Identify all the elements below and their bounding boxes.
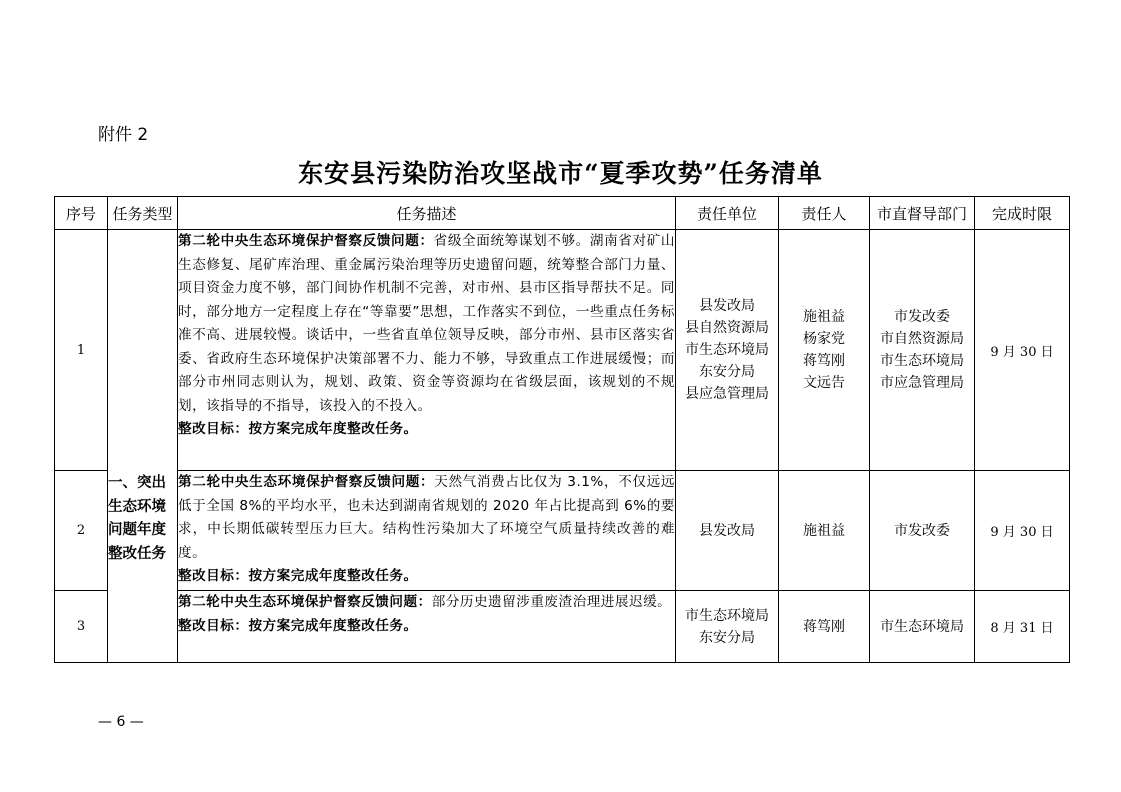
supervisor-item: 市生态环境局	[880, 618, 964, 635]
supervisor-item: 市生态环境局	[880, 353, 964, 369]
attachment-label: 附件 2	[98, 125, 149, 145]
row-description	[178, 471, 676, 591]
unit-item: 市生态环境局	[685, 607, 769, 624]
person-item: 施祖益	[803, 522, 845, 539]
goal-text: 整改目标：按方案完成年度整改任务。	[178, 421, 418, 437]
row-units	[676, 230, 779, 471]
header-deadline: 完成时限	[975, 197, 1070, 230]
issue-text: 部分历史遗留涉重废渣治理进展迟缓。	[431, 594, 672, 610]
row-description	[178, 591, 676, 663]
header-supervise: 市直督导部门	[870, 197, 975, 230]
supervisor-item: 市自然资源局	[880, 331, 964, 347]
supervisor-item: 市应急管理局	[880, 375, 964, 391]
unit-item: 市生态环境局	[685, 342, 769, 358]
unit-item: 县发改局	[699, 298, 755, 314]
row-seq: 1	[55, 230, 108, 471]
header-unit: 责任单位	[676, 197, 779, 230]
issue-label: 第二轮中央生态环境保护督察反馈问题：	[178, 594, 432, 610]
page-number: — 6 —	[98, 714, 144, 730]
unit-item: 东安分局	[699, 364, 755, 380]
issue-label: 第二轮中央生态环境保护督察反馈问题：	[178, 474, 435, 490]
row-units	[676, 471, 779, 591]
person-item: 杨家党	[803, 331, 845, 347]
task-type-text: 一、突出生态环境问题年度整改任务	[108, 474, 166, 562]
row-supervisors	[870, 471, 975, 591]
person-item: 文远告	[803, 375, 845, 391]
row-supervisors	[870, 591, 975, 663]
row-persons	[779, 230, 870, 471]
supervisor-item: 市发改委	[894, 309, 950, 325]
row-seq: 2	[55, 471, 108, 591]
unit-item: 东安分局	[699, 629, 755, 646]
task-table	[54, 196, 1070, 663]
row-supervisors	[870, 230, 975, 471]
header-type: 任务类型	[108, 197, 178, 230]
goal-text: 整改目标：按方案完成年度整改任务。	[178, 617, 418, 634]
task-type	[108, 230, 178, 663]
header-desc: 任务描述	[178, 197, 676, 230]
row-persons	[779, 471, 870, 591]
person-item: 施祖益	[803, 309, 845, 325]
row-deadline: 9 月 30 日	[975, 230, 1070, 471]
issue-text: 天然气消费占比仅为 3.1%，不仅远远低于全国 8%的平均水平，也未达到湖南省规划的 2020 年占比提高到 6%的要求，中长期低碳转型压力巨大。结构性污染加大了环境空气质量持续改善的难度。	[178, 474, 675, 561]
table-row	[55, 471, 1070, 591]
unit-item: 县发改局	[699, 522, 755, 539]
person-item: 蒋笃刚	[803, 618, 845, 635]
row-persons	[779, 591, 870, 663]
issue-label: 第二轮中央生态环境保护督察反馈问题：	[178, 233, 434, 249]
header-seq: 序号	[55, 197, 108, 230]
unit-item: 县自然资源局	[685, 320, 769, 336]
page-title: 东安县污染防治攻坚战市“夏季攻势”任务清单	[298, 159, 823, 188]
supervisor-item: 市发改委	[894, 522, 950, 539]
issue-text: 省级全面统筹谋划不够。湖南省对矿山生态修复、尾矿库治理、重金属污染治理等历史遗留问题，统筹整合部门力量、项目资金力度不够，部门间协作机制不完善，对市州、县市区指导帮扶不足。同时，部分地方一定程度上存在“等靠要”思想，工作落实不到位，一些重点任务标准不高、进展较慢。谈话中，一些省直单位领导反映，部分市州、县市区落实省委、省政府生态环境保护决策部署不力、能力不够，导致重点工作进展缓慢；而部分市州同志则认为，规划、政策、资金等资源均在省级层面，该规划的不规划，该指导的不指导，该投入的不投入。	[178, 233, 675, 414]
table-row	[55, 230, 1070, 471]
row-units	[676, 591, 779, 663]
row-deadline: 9 月 30 日	[975, 471, 1070, 591]
table-header-row	[55, 197, 1070, 230]
table-row	[55, 591, 1070, 663]
row-deadline: 8 月 31 日	[975, 591, 1070, 663]
row-description	[178, 230, 676, 471]
unit-item: 县应急管理局	[685, 386, 769, 402]
row-seq: 3	[55, 591, 108, 663]
header-person: 责任人	[779, 197, 870, 230]
person-item: 蒋笃刚	[803, 353, 845, 369]
goal-text: 整改目标：按方案完成年度整改任务。	[178, 568, 418, 584]
